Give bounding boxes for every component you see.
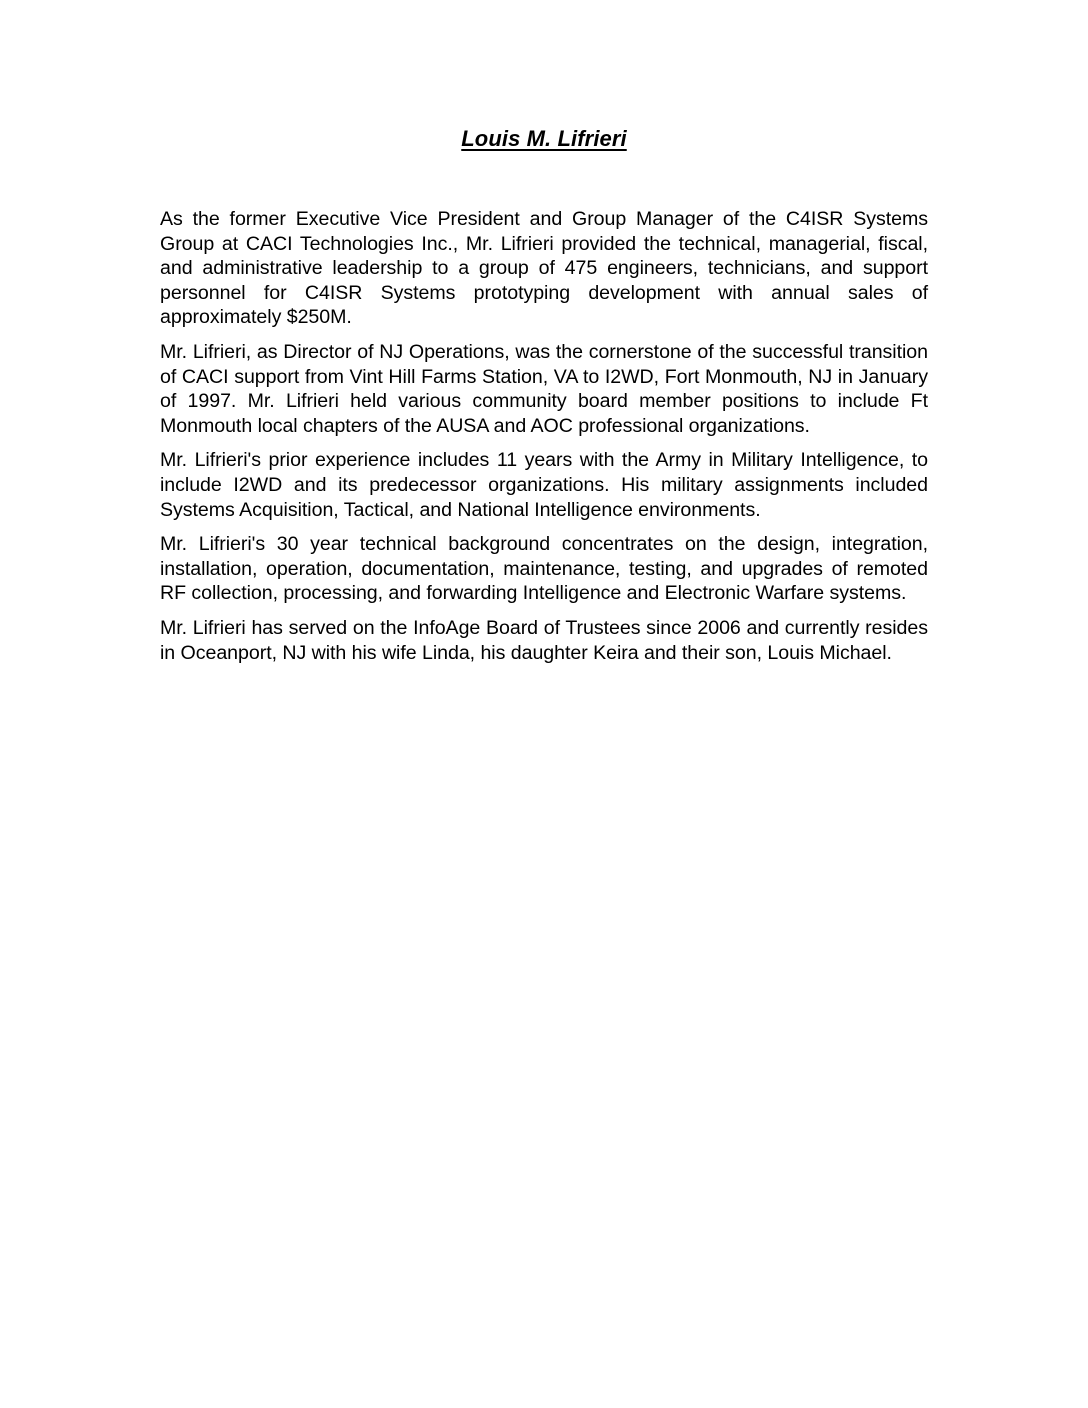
paragraph-infoage-board: Mr. Lifrieri has served on the InfoAge Board of Trustees since 2006 and currently resides in Oceanport, NJ with his wife Linda, his daughter Keira and their son, Louis Michael. — [160, 616, 928, 664]
biography-body — [160, 207, 928, 675]
paragraph-career-caci: As the former Executive Vice President and Group Manager of the C4ISR Systems Group at CACI Technologies Inc., Mr. Lifrieri provided the technical, managerial, fiscal, and administrative leadership to a group of 475 engineers, technicians, and support personnel for C4ISR Systems prototyping development with annual sales of approximately $250M. — [160, 208, 928, 329]
page-title: Louis M. Lifrieri — [461, 126, 627, 151]
paragraph-nj-operations: Mr. Lifrieri, as Director of NJ Operations, was the cornerstone of the successful transition of CACI support from Vint Hill Farms Station, VA to I2WD, Fort Monmouth, NJ in January of 1997. Mr. Lifrieri held various community board member positions to include Ft Monmouth local chapters of the AUSA and AOC professional organizations. — [160, 340, 928, 437]
paragraph-technical-background: Mr. Lifrieri's 30 year technical background concentrates on the design, integration, installation, operation, documentation, maintenance, testing, and upgrades of remoted RF collection, processing, and forwarding Intelligence and Electronic Warfare systems. — [160, 533, 928, 605]
paragraph-military-experience: Mr. Lifrieri's prior experience includes 11 years with the Army in Military Intelligence, to include I2WD and its predecessor organizations. His military assignments included Systems Acquisition, Tactical, and National Intelligence environments. — [160, 449, 928, 521]
